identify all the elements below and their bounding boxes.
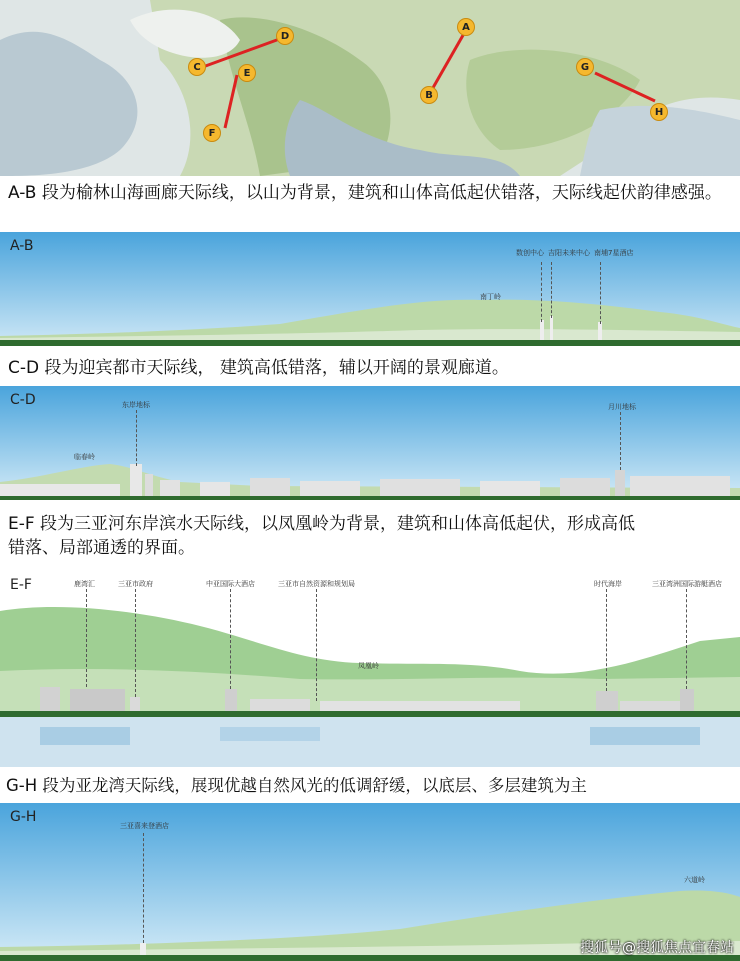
tag-dongan: 东岸地标 <box>122 401 150 409</box>
tag-linchun: 临春岭 <box>74 453 95 461</box>
tag-planning-bureau: 三亚市自然资源和规划局 <box>278 580 355 588</box>
leader-line <box>541 262 542 322</box>
leader-line <box>606 589 607 691</box>
tag-zhongya-hotel: 中亚国际大酒店 <box>206 580 255 588</box>
leader-line <box>136 410 137 466</box>
label-gh: G-H <box>10 809 37 825</box>
leader-line <box>551 262 552 318</box>
marker-f: F <box>203 124 221 142</box>
marker-c: C <box>188 58 206 76</box>
caption-cd: C-D 段为迎宾都市天际线， 建筑高低错落，辅以开阔的景观廊道。 <box>8 358 509 378</box>
marker-a: A <box>457 18 475 36</box>
leader-line <box>143 833 144 943</box>
leader-line <box>686 589 687 689</box>
leader-line <box>316 589 317 701</box>
leader-line <box>135 589 136 697</box>
tag-fenghuangling: 凤凰岭 <box>358 662 379 670</box>
leader-line <box>86 589 87 687</box>
marker-e: E <box>238 64 256 82</box>
tag-luwanhui: 鹿湾汇 <box>74 580 95 588</box>
label-cd: C-D <box>10 392 36 408</box>
marker-g: G <box>576 58 594 76</box>
caption-gh: G-H 段为亚龙湾天际线，展现优越自然风光的低调舒缓，以底层、多层建筑为主 <box>6 776 587 795</box>
tag-nanpu: 南埔7星酒店 <box>594 249 634 257</box>
marker-h: H <box>650 103 668 121</box>
tag-liudaoling: 六道岭 <box>684 876 705 884</box>
tag-yuechuan: 月川地标 <box>608 403 636 411</box>
skyline-cd <box>0 386 740 500</box>
leader-line <box>600 262 601 324</box>
map-image <box>0 0 740 176</box>
label-ef: E-F <box>10 577 32 593</box>
marker-d: D <box>276 27 294 45</box>
skyline-ef <box>0 571 740 767</box>
tag-shuchuang: 数创中心 <box>516 249 544 257</box>
leader-line <box>230 589 231 689</box>
caption-ab: A-B 段为榆林山海画廊天际线，以山为背景，建筑和山体高低起伏错落，天际线起伏韵律感强。 <box>8 183 722 203</box>
leader-line <box>620 412 621 470</box>
tag-yacht-hotel: 三亚湾洲国际游艇酒店 <box>652 580 722 588</box>
tag-sheraton: 三亚喜来登酒店 <box>120 822 169 830</box>
watermark: 搜狐号@搜狐焦点宜春站 <box>580 940 734 956</box>
tag-jiyang: 吉阳未来中心 <box>548 249 590 257</box>
tag-sanya-gov: 三亚市政府 <box>118 580 153 588</box>
tag-shidai-haian: 时代海岸 <box>594 580 622 588</box>
tag-nanding: 南丁岭 <box>480 293 501 301</box>
label-ab: A-B <box>10 238 34 254</box>
marker-b: B <box>420 86 438 104</box>
skyline-ab <box>0 232 740 346</box>
map-panel <box>0 0 740 176</box>
caption-ef: E-F 段为三亚河东岸滨水天际线，以凤凰岭为背景，建筑和山体高低起伏，形成高低错落、局部通透的界面。 <box>8 514 636 558</box>
